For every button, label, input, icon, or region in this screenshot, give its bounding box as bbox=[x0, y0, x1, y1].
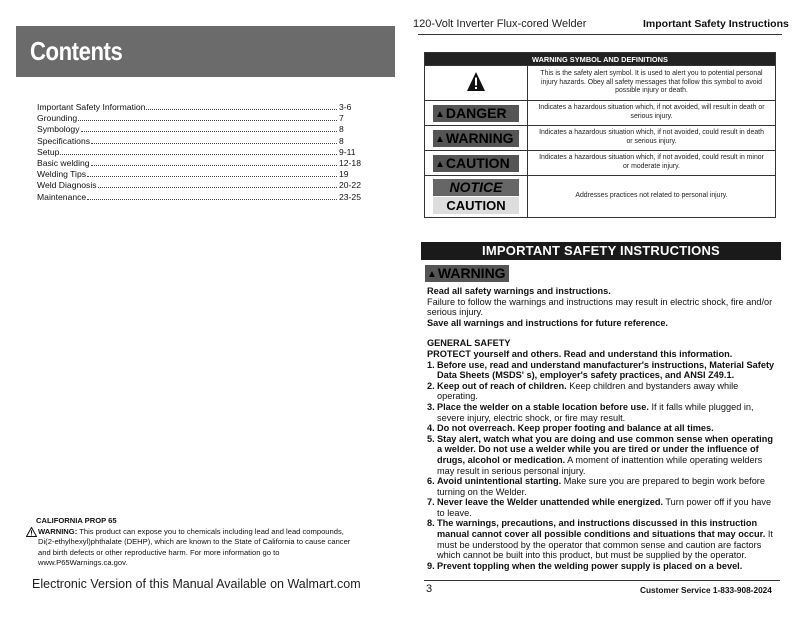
prop65-warning-text: This product can expose you to chemicals including lead and lead compounds, Di(2-ethylhexyl)phthalate (DEHP), which are known to the State of California to cause cancer and birth defects or other reproductive harm. For more information go to www.P65Warnings.ca.gov. bbox=[38, 526, 351, 568]
toc-page: 8 bbox=[339, 124, 344, 135]
header-section-name: Important Safety Instructions bbox=[643, 18, 789, 30]
toc-page: 8 bbox=[339, 135, 344, 146]
toc-page: 12-18 bbox=[339, 158, 361, 169]
item-number: 2. bbox=[427, 380, 435, 391]
notice-caution-signal bbox=[433, 179, 519, 214]
section-title: IMPORTANT SAFETY INSTRUCTIONS bbox=[421, 242, 781, 260]
warning-triangle-icon: ▲ bbox=[435, 158, 445, 170]
danger-signal-word bbox=[433, 105, 519, 122]
footer-divider bbox=[424, 580, 780, 581]
table-row bbox=[425, 176, 776, 218]
intro-consequence: Failure to follow the warnings and instructions may result in electric shock, fire and/or serious injury. bbox=[427, 296, 773, 318]
warning-triangle-icon: ▲ bbox=[435, 108, 445, 120]
definition-text: Indicates a hazardous situation which, if not avoided, could result in death or serious injury. bbox=[528, 126, 776, 151]
toc-page: 19 bbox=[339, 169, 349, 180]
warning-label: WARNING bbox=[437, 265, 506, 281]
page-number: 3 bbox=[426, 583, 433, 595]
item-bold: Avoid unintentional starting. bbox=[437, 476, 562, 487]
item-number: 7. bbox=[427, 497, 435, 508]
item-bold: Do not overreach. Keep proper footing and balance at all times. bbox=[437, 423, 714, 434]
table-heading: WARNING SYMBOL AND DEFINITIONS bbox=[425, 53, 776, 66]
item-number: 9. bbox=[427, 560, 435, 571]
item-number: 5. bbox=[427, 433, 435, 444]
item-bold: Stay alert, watch what you are doing and use common sense when operating a welder. Do not use a welder while you are tired or under the influence of drugs, alcohol or medication. bbox=[437, 433, 773, 465]
caution-label: CAUTION bbox=[433, 197, 519, 214]
toc-label: Maintenance bbox=[37, 191, 87, 202]
item-bold: Prevent toppling when the welding power supply is placed on a bevel. bbox=[437, 560, 743, 571]
toc-entry[interactable] bbox=[37, 158, 369, 169]
list-item bbox=[427, 423, 779, 434]
table-row bbox=[425, 126, 776, 151]
toc-entry[interactable] bbox=[37, 102, 369, 113]
definition-text: Indicates a hazardous situation which, if not avoided, will result in death or serious injury. bbox=[528, 101, 776, 126]
toc-label: Specifications bbox=[37, 135, 91, 146]
toc-leader bbox=[91, 165, 337, 166]
item-bold: Never leave the Welder unattended while energized. bbox=[437, 497, 664, 508]
safety-list bbox=[427, 360, 779, 572]
safety-alert-icon bbox=[435, 90, 517, 97]
general-safety-heading: GENERAL SAFETY bbox=[427, 338, 511, 349]
item-text: Turn power off if you have to leave. bbox=[437, 497, 772, 518]
warning-label: WARNING bbox=[445, 129, 514, 146]
toc-entry[interactable] bbox=[37, 136, 369, 147]
caution-label: CAUTION bbox=[445, 154, 510, 171]
toc-label: Welding Tips bbox=[37, 169, 87, 180]
intro-read-all: Read all safety warnings and instructions. bbox=[427, 286, 611, 296]
caution-signal-word bbox=[433, 155, 519, 172]
header-divider bbox=[418, 34, 782, 35]
item-text: A moment of inattention while operating welders may result in serious personal injury. bbox=[437, 454, 763, 476]
toc-leader bbox=[60, 154, 337, 155]
list-item bbox=[427, 476, 779, 497]
warning-signal-word bbox=[425, 265, 509, 282]
toc-entry[interactable] bbox=[37, 113, 369, 124]
warning-definitions-table bbox=[424, 52, 776, 218]
table-of-contents bbox=[37, 102, 369, 203]
toc-leader bbox=[87, 199, 337, 200]
customer-service-line: Customer Service 1-833-908-2024 bbox=[640, 585, 772, 595]
danger-label: DANGER bbox=[445, 104, 507, 121]
header-product-name: 120-Volt Inverter Flux-cored Welder bbox=[413, 18, 587, 30]
list-item bbox=[427, 561, 779, 572]
list-item bbox=[427, 497, 779, 518]
toc-entry[interactable] bbox=[37, 147, 369, 158]
table-row bbox=[425, 66, 776, 101]
toc-leader bbox=[146, 109, 337, 110]
warning-triangle-icon bbox=[26, 527, 38, 569]
table-row bbox=[425, 151, 776, 176]
toc-leader bbox=[78, 120, 337, 121]
toc-label: Setup bbox=[37, 146, 60, 157]
toc-label: Symbology bbox=[37, 124, 80, 135]
warning-triangle-icon: ▲ bbox=[435, 133, 445, 145]
item-text: Keep children and bystanders away while operating. bbox=[437, 380, 739, 402]
item-text: Make sure you are prepared to begin work before turning on the Welder. bbox=[437, 476, 765, 497]
toc-page: 9-11 bbox=[339, 146, 356, 157]
intro-save: Save all warnings and instructions for future reference. bbox=[427, 317, 668, 328]
warning-signal-word bbox=[433, 130, 519, 147]
toc-leader bbox=[91, 143, 337, 144]
item-number: 3. bbox=[427, 401, 435, 412]
toc-page: 23-25 bbox=[339, 191, 361, 202]
toc-entry[interactable] bbox=[37, 169, 369, 180]
item-number: 8. bbox=[427, 518, 435, 529]
prop65-warning-label: WARNING: bbox=[38, 526, 78, 536]
toc-label: Basic welding bbox=[37, 158, 90, 169]
toc-leader bbox=[98, 187, 337, 188]
item-text: It must be understood by the operator that common sense and caution are factors which cannot be built into this product, but must be supplied by the operator. bbox=[437, 529, 773, 561]
toc-entry[interactable] bbox=[37, 192, 369, 203]
general-safety-sub: PROTECT yourself and others. Read and understand this information. bbox=[427, 348, 733, 359]
prop65-heading: CALIFORNIA PROP 65 bbox=[36, 516, 117, 525]
list-item bbox=[427, 518, 779, 560]
item-number: 1. bbox=[427, 359, 435, 370]
toc-leader bbox=[81, 131, 337, 132]
list-item bbox=[427, 360, 779, 381]
item-number: 4. bbox=[427, 423, 435, 434]
toc-page: 7 bbox=[339, 113, 344, 124]
toc-label: Important Safety Information bbox=[37, 102, 146, 112]
item-bold: Before use, read and understand manufacturer's instructions, Material Safety Data Sheets (MSDS' s), employer's safety practices, and ANSI Z49.1. bbox=[437, 359, 775, 381]
safety-instructions-body bbox=[427, 286, 779, 571]
warning-triangle-icon: ▲ bbox=[427, 269, 437, 280]
table-row bbox=[425, 101, 776, 126]
definition-text: Addresses practices not related to personal injury. bbox=[528, 176, 776, 218]
toc-leader bbox=[87, 176, 337, 177]
list-item bbox=[427, 381, 779, 402]
item-text: If it falls while plugged in, severe injury, electric shock, or fire may result. bbox=[437, 401, 754, 423]
item-number: 6. bbox=[427, 476, 435, 487]
item-bold: Place the welder on a stable location before use. bbox=[437, 401, 649, 412]
definition-text: Indicates a hazardous situation which, if not avoided, could result in minor or moderate injury. bbox=[528, 151, 776, 176]
toc-entry[interactable] bbox=[37, 124, 369, 135]
page-title: Contents bbox=[30, 36, 123, 66]
toc-entry[interactable] bbox=[37, 180, 369, 191]
item-bold: The warnings, precautions, and instructions discussed in this instruction manual cannot cover all possible conditions and situations that may occur. bbox=[437, 518, 766, 540]
toc-page: 3-6 bbox=[339, 102, 352, 112]
toc-label: Grounding bbox=[37, 113, 78, 124]
toc-page: 20-22 bbox=[339, 180, 361, 191]
item-bold: Keep out of reach of children. bbox=[437, 380, 567, 391]
list-item bbox=[427, 402, 779, 423]
prop65-notice bbox=[26, 516, 352, 569]
toc-label: Weld Diagnosis bbox=[37, 180, 97, 191]
list-item bbox=[427, 434, 779, 476]
electronic-version-note: Electronic Version of this Manual Available on Walmart.com bbox=[32, 577, 361, 591]
notice-label: NOTICE bbox=[433, 179, 519, 196]
definition-text: This is the safety alert symbol. It is used to alert you to potential personal injury hazards. Obey all safety messages that follow this symbol to avoid possible injury or death. bbox=[528, 66, 776, 101]
